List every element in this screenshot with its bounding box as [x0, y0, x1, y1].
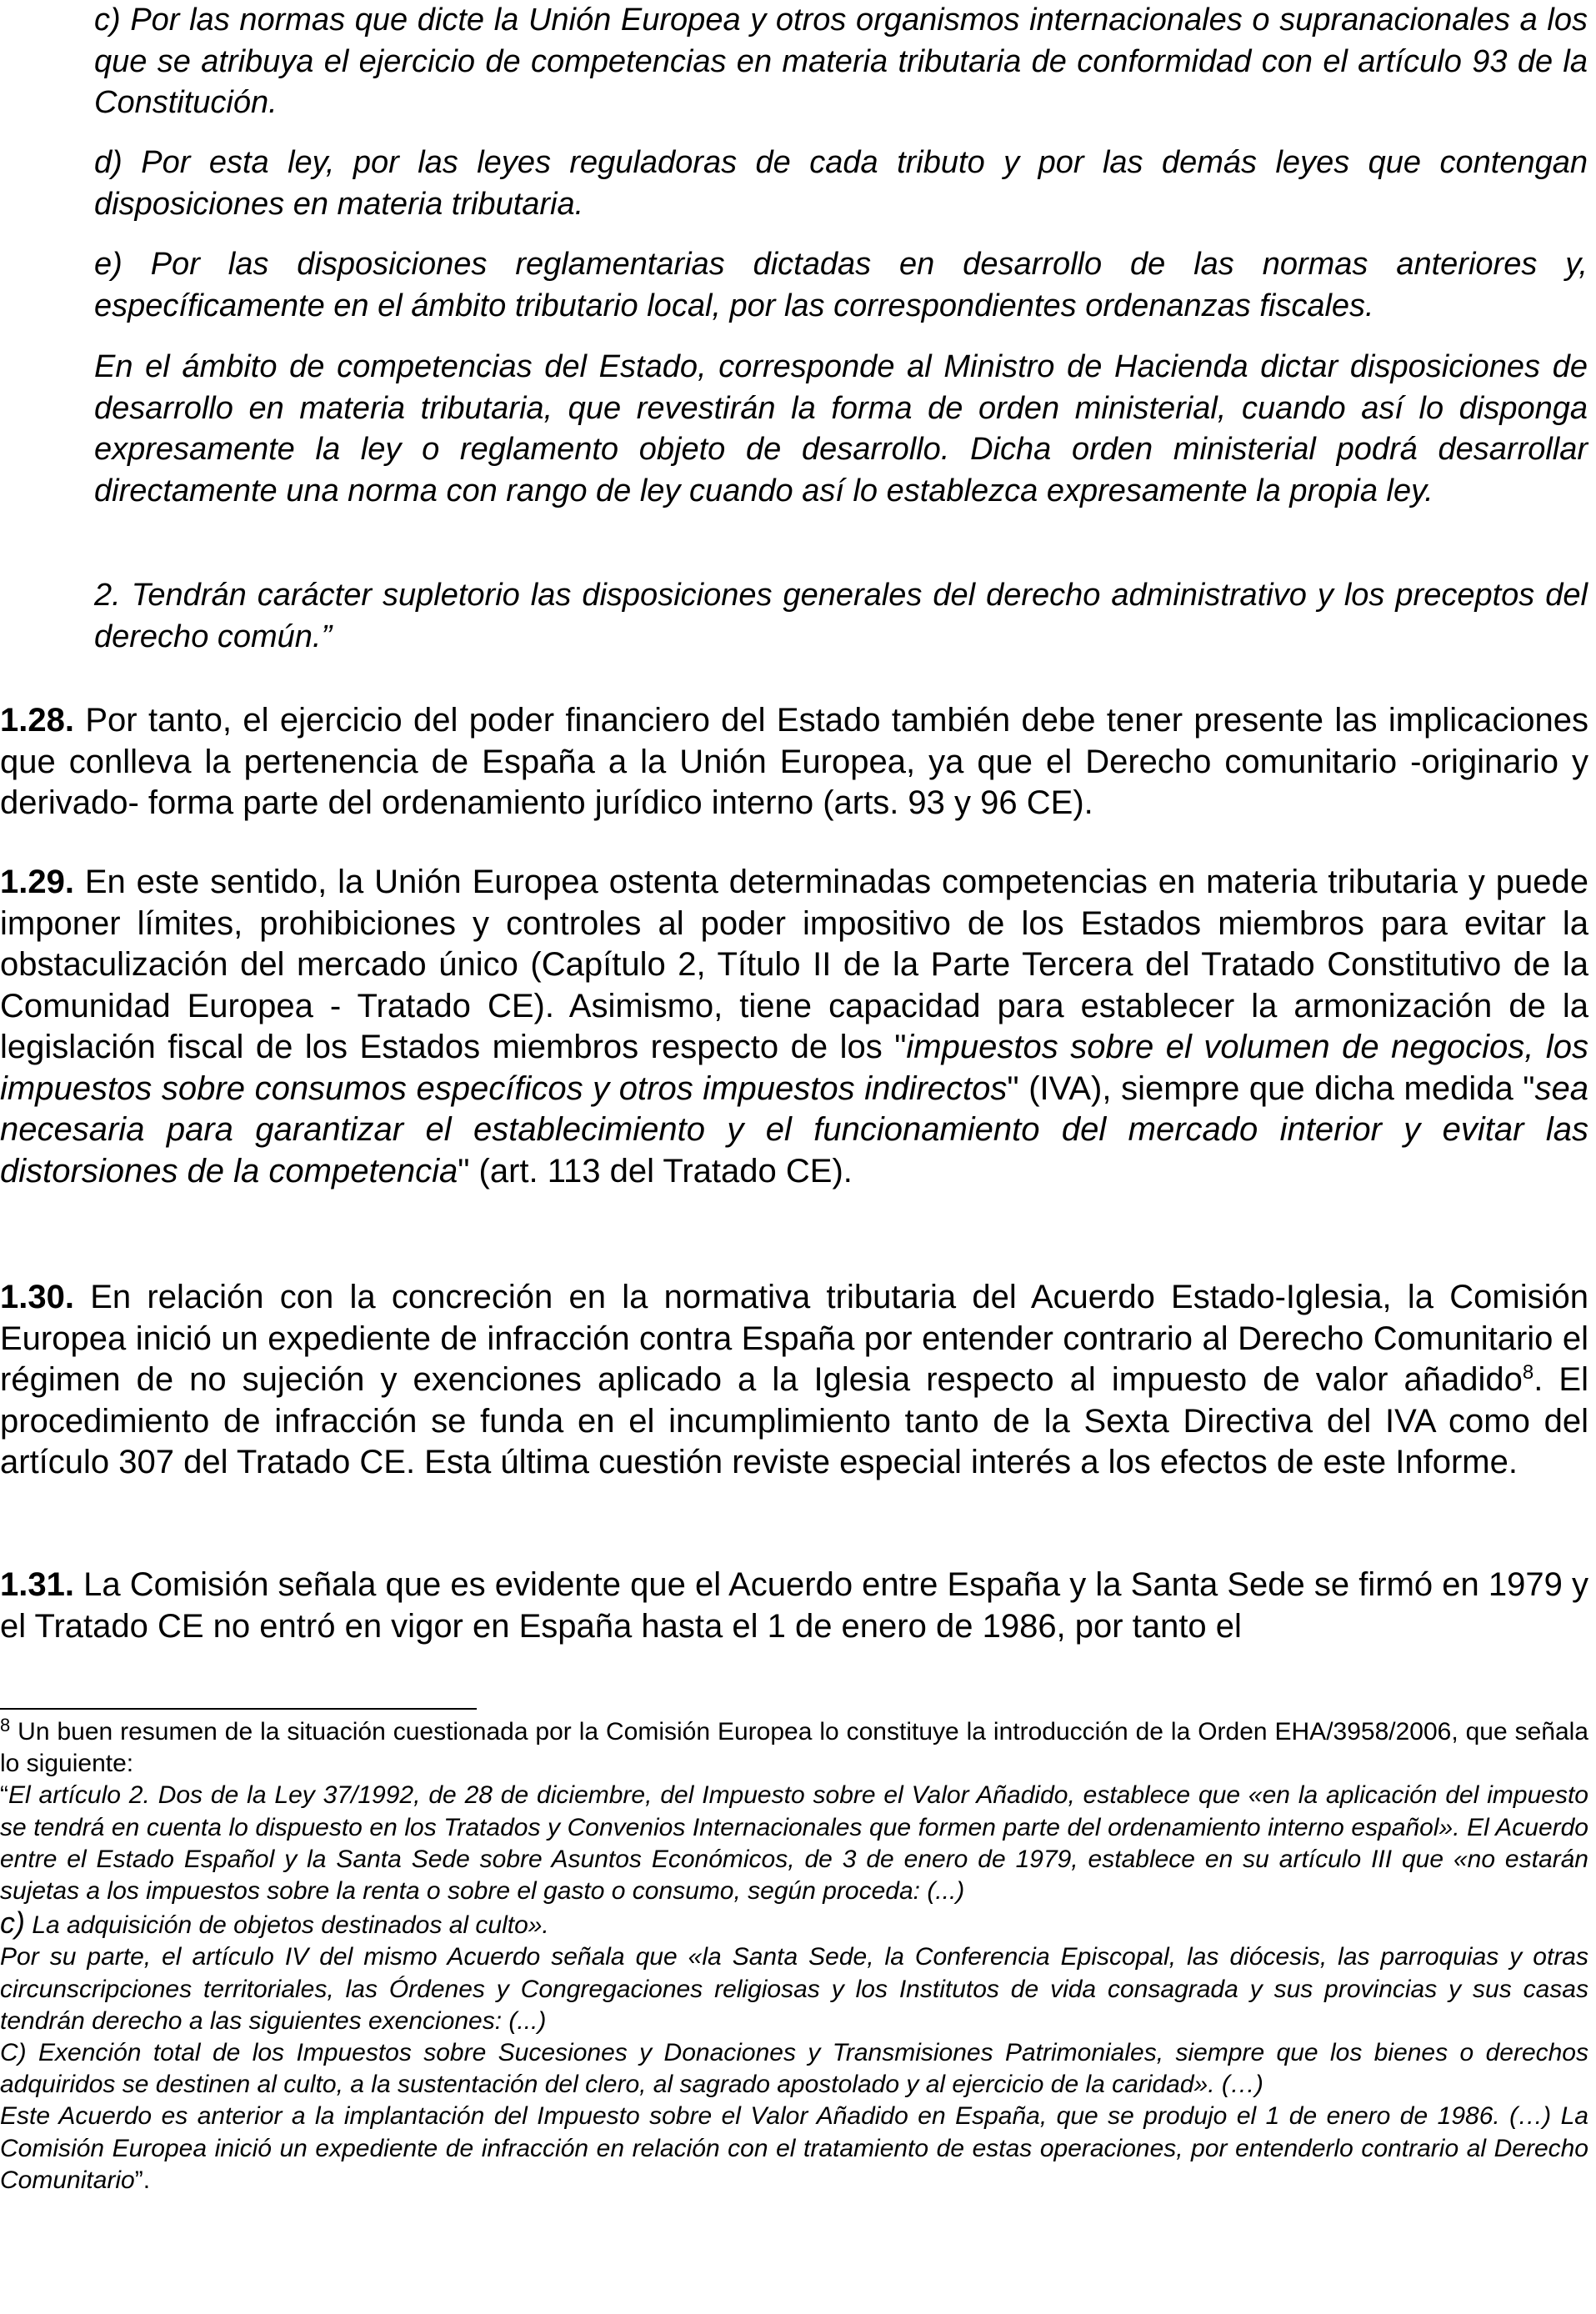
- paragraph-text: Por tanto, el ejercicio del poder financiero del Estado también debe tener presente las implicaciones que conlleva la pertenencia de España a la Unión Europea, ya que el Derecho comunitario -originario y derivado- forma parte del ordenamiento jurídico interno (arts. 93 y 96 CE).: [0, 702, 1588, 821]
- paragraph-text: En este sentido, la Unión Europea ostenta determinadas competencias en materia tributaria y puede imponer límites, prohibiciones y controles al poder impositivo de los Estados miembros para evitar la obstaculización del mercado único (Capítulo 2, Título II de la Parte Tercera del Tratado Constitutivo de la Comunidad Europea - Tratado CE). Asimismo, tiene capacidad para establecer la armonización de la legislación fiscal de los Estados miembros respecto de los ": [0, 864, 1588, 1065]
- quoted-paragraph-state-competences: En el ámbito de competencias del Estado, corresponde al Ministro de Hacienda dictar disposiciones de desarrollo en materia tributaria, que revestirán la forma de orden ministerial, cuando así lo disponga expresamente la ley o reglamento objeto de desarrollo. Dicha orden ministerial podrá desarrollar directamente una norma con rango de ley cuando así lo establezca expresamente la propia ley.: [94, 349, 1588, 508]
- footnote-quote-art2: [0, 1780, 1588, 1907]
- paragraph-text: " (IVA), siempre que dicha medida ": [1007, 1069, 1535, 1107]
- paragraph-number: 1.30.: [0, 1279, 74, 1315]
- footnote-item-letter: c): [0, 1906, 25, 1941]
- footnote-marker: 8: [0, 1715, 11, 1736]
- footnote-item-c: [0, 1907, 1588, 1941]
- paragraph-1-29: [0, 862, 1588, 1192]
- footnote-reference-8[interactable]: 8: [1522, 1361, 1534, 1384]
- footnote-text: El artículo 2. Dos de la Ley 37/1992, de 28 de diciembre, del Impuesto sobre el Valor Añadido, establece que «en la aplicación del impuesto se tendrá en cuenta lo dispuesto en los Tratados y Convenios Internacionales que formen parte del ordenamiento interno español». El Acuerdo entre el Estado Español y la Santa Sede sobre Asuntos Económicos, de 3 de enero de 1979, establece en su artículo III que «no estarán sujetas a los impuestos sobre la renta o sobre el gasto o consumo, según proceda: (...): [0, 1781, 1588, 1906]
- footnote-8: [0, 1716, 1588, 2196]
- quoted-item-d: d) Por esta ley, por las leyes reguladoras de cada tributo y por las demás leyes que contengan disposiciones en materia tributaria.: [94, 145, 1588, 222]
- paragraph-1-30: [0, 1277, 1588, 1484]
- footnote-item-C: C) Exención total de los Impuestos sobre Sucesiones y Donaciones y Transmisiones Patrimoniales, siempre que los bienes o derechos adquiridos se destinen al culto, a la sustentación del clero, al sagrado apostolado y al ejercicio de la caridad». (…): [0, 2039, 1588, 2099]
- footnote-text: La adquisición de objetos destinados al culto».: [25, 1911, 549, 1940]
- footnote-separator: [0, 1708, 477, 1710]
- paragraph-number: 1.28.: [0, 702, 74, 739]
- quoted-item-2: 2. Tendrán carácter supletorio las disposiciones generales del derecho administrativo y los preceptos del derecho común.”: [94, 578, 1588, 654]
- footnote-closing: [0, 2101, 1588, 2196]
- paragraph-1-28: [0, 700, 1588, 824]
- paragraph-text: . El procedimiento de infracción se funda en el incumplimiento tanto de la Sexta Directiva del IVA como del artículo 307 del Tratado CE. Esta última cuestión reviste especial interés a los efectos de este Informe.: [0, 1361, 1589, 1480]
- quoted-item-c: c) Por las normas que dicte la Unión Europea y otros organismos internacionales o supranacionales a los que se atribuya el ejercicio de competencias en materia tributaria de conformidad con el artículo 93 de la Constitución.: [94, 3, 1588, 120]
- footnote-text: Un buen resumen de la situación cuestionada por la Comisión Europea lo constituye la introducción de la Orden EHA/3958/2006, que señala lo siguiente:: [0, 1718, 1588, 1778]
- paragraph-italic-quote: sea necesaria para garantizar el establecimiento y el funcionamiento del mercado interior y evitar las distorsiones de la competencia: [0, 1069, 1588, 1190]
- quoted-item-e: e) Por las disposiciones reglamentarias dictadas en desarrollo de las normas anteriores y, específicamente en el ámbito tributario local, por las correspondientes ordenanzas fiscales.: [94, 247, 1588, 323]
- footnote-open-quote: “: [0, 1781, 8, 1810]
- footnote-intro: [0, 1716, 1588, 1780]
- paragraph-number: 1.29.: [0, 864, 74, 900]
- paragraph-text: La Comisión señala que es evidente que el Acuerdo entre España y la Santa Sede se firmó en 1979 y el Tratado CE no entró en vigor en España hasta el 1 de enero de 1986, por tanto el: [0, 1566, 1588, 1645]
- paragraph-text: " (art. 113 del Tratado CE).: [458, 1152, 853, 1190]
- footnote-art4: Por su parte, el artículo IV del mismo Acuerdo señala que «la Santa Sede, la Conferencia Episcopal, las diócesis, las parroquias y otras circunscripciones territoriales, las Órdenes y Congregaciones religiosas y los Institutos de vida consagrada y sus provincias y sus casas tendrán derecho a las siguientes exenciones: (...): [0, 1943, 1588, 2035]
- paragraph-text: En relación con la concreción en la normativa tributaria del Acuerdo Estado-Iglesia, la Comisión Europea inició un expediente de infracción contra España por entender contrario al Derecho Comunitario el régimen de no sujeción y exenciones aplicado a la Iglesia respecto al impuesto de valor añadido: [0, 1279, 1588, 1398]
- paragraph-number: 1.31.: [0, 1566, 74, 1603]
- paragraph-italic-quote: impuestos sobre el volumen de negocios, los impuestos sobre consumos específicos y otros impuestos indirectos: [0, 1029, 1588, 1107]
- paragraph-1-31: [0, 1565, 1588, 1647]
- footnote-text: Este Acuerdo es anterior a la implantación del Impuesto sobre el Valor Añadido en España, que se produjo el 1 de enero de 1986. (…) La Comisión Europea inició un expediente de infracción en relación con el tratamiento de estas operaciones, por entenderlo contrario al Derecho Comunitario: [0, 2102, 1588, 2194]
- footnote-close-quote: ”.: [134, 2166, 151, 2194]
